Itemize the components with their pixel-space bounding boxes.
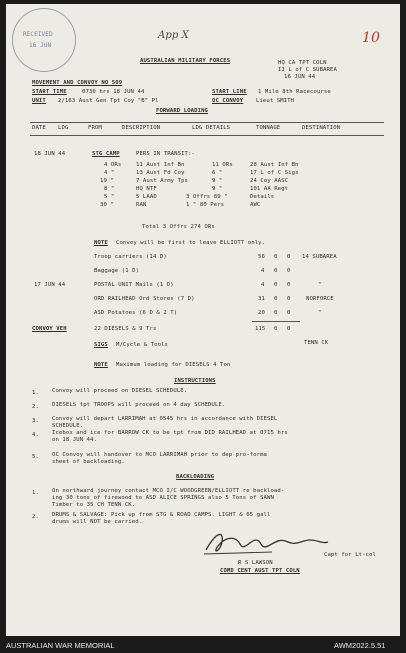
- load-tons: 4: [261, 268, 265, 274]
- page-number-handwritten: 10: [362, 30, 381, 46]
- table-rule-bottom: [30, 135, 384, 136]
- pers-unit: AWC: [250, 202, 261, 208]
- pers-unit: 7 Aust Army Tps: [136, 178, 189, 184]
- pers-unit: RAN: [136, 202, 147, 208]
- load-tons: 31: [258, 296, 265, 302]
- load-cwt: 0: [274, 326, 278, 332]
- load-destination: ": [318, 282, 322, 288]
- backloading-text-cont: ing 30 tons of firewood to ASD ALICE SPRINGS also 5 Tons of SAWN: [52, 495, 274, 501]
- sigs-label: SIGS: [94, 342, 108, 348]
- load-description: ORD RAILHEAD Ord Stores (7 D): [94, 296, 195, 302]
- stamp-date: 16 JUN: [29, 42, 52, 49]
- received-stamp: [12, 8, 76, 72]
- pers-count: 1 " 80 Pers: [186, 202, 225, 208]
- footer-accession: AWM2022.5.51: [334, 641, 386, 650]
- load-cwt: 0: [274, 268, 278, 274]
- load-qtr: 0: [287, 282, 291, 288]
- col-tonnage: TONNAGE: [256, 125, 281, 131]
- load-cwt: 0: [274, 296, 278, 302]
- instruction-text-cont: sheet of backloading.: [52, 459, 125, 465]
- doc-title: AUSTRALIAN MILITARY FORCES: [140, 58, 231, 64]
- load-cwt: 0: [274, 282, 278, 288]
- pers-count: 4 ": [104, 170, 115, 176]
- pers-count: 19 ": [100, 178, 114, 184]
- load-qtr: 0: [287, 296, 291, 302]
- col-ldg: LDG: [58, 125, 69, 131]
- table-rule-top: [30, 122, 384, 123]
- backloading-text-cont: Timber to 35 CH TENN CK.: [52, 502, 136, 508]
- load-tons: 20: [258, 310, 265, 316]
- load-cwt: 0: [274, 254, 278, 260]
- stamp-text: RECEIVED: [23, 31, 53, 38]
- instructions-heading: INSTRUCTIONS: [174, 378, 216, 384]
- load-tons: 4: [261, 282, 265, 288]
- instruction-text-cont: on 18 JUN 44.: [52, 437, 98, 443]
- convoy-veh-label: CONVOY VEH: [32, 326, 67, 332]
- backloading-number: 2.: [32, 514, 39, 520]
- signatory-title: COMD CENT AUST TPT COLN: [220, 568, 300, 574]
- col-ldg-details: LDG DETAILS: [192, 125, 231, 131]
- backloading-text: DRUMS & SALVAGE: Pick up from STG & ROAD CAMPS. LIGHT & 65 gall: [52, 512, 271, 518]
- note2-label: NOTE: [94, 362, 108, 368]
- instruction-text-cont: SCHEDULE.: [52, 423, 84, 429]
- col-date: DATE: [32, 125, 46, 131]
- pers-count: 5 ": [104, 194, 115, 200]
- col-from: FROM: [88, 125, 102, 131]
- signatory-name: R S LAWSON: [238, 560, 273, 566]
- section1-label: PERS IN TRANSIT:-: [136, 151, 195, 157]
- pers-unit: 101 AA Regt: [250, 186, 289, 192]
- pers-unit: 28 Aust Inf Bn: [250, 162, 299, 168]
- instruction-number: 1.: [32, 390, 39, 396]
- document-page: [6, 4, 400, 636]
- instruction-text: OC Convoy will handover to MCO LARRIMAH prior to dep pro-forma: [52, 452, 267, 458]
- pers-unit: 17 L of C Sigs: [250, 170, 299, 176]
- pers-count: 3 Offrs 89 ": [186, 194, 228, 200]
- col-destination: DESTINATION: [302, 125, 341, 131]
- start-time-label: START TIME: [32, 89, 67, 95]
- movement-number: MOVEMENT AND CONVOY NO 509: [32, 80, 123, 86]
- pers-count: 9 ": [212, 178, 223, 184]
- instruction-number: 5.: [32, 454, 39, 460]
- pers-count: 8 ": [104, 186, 115, 192]
- note1-label: NOTE: [94, 240, 108, 246]
- pers-unit: HQ NTF: [136, 186, 157, 192]
- address-date: 16 JUN 44: [284, 74, 316, 80]
- section2-date: 17 JUN 44: [34, 282, 66, 288]
- note1-text: Convoy will be first to leave ELLIOTT only.: [116, 240, 266, 246]
- load-qtr: 0: [287, 254, 291, 260]
- start-line-value: 1 Mile 8th Racecourse: [258, 89, 331, 95]
- pers-unit: Details: [250, 194, 275, 200]
- section1-date: 18 JUN 44: [34, 151, 66, 157]
- load-destination: NORFORCE: [306, 296, 334, 302]
- pers-count: 9 ": [212, 186, 223, 192]
- instruction-number: 3.: [32, 418, 39, 424]
- pers-count: 4 ORs: [104, 162, 122, 168]
- section1-from: STG CAMP: [92, 151, 120, 157]
- handwritten-app-note: App X: [158, 30, 189, 41]
- note2-text: Maximum loading for DIESELS 4 Ton: [116, 362, 231, 368]
- pers-unit: 24 Coy AASC: [250, 178, 289, 184]
- pers-unit: 13 Aust Fd Coy: [136, 170, 185, 176]
- backloading-heading: BACKLOADING: [176, 474, 215, 480]
- load-tons: 56: [258, 254, 265, 260]
- footer-institution: AUSTRALIAN WAR MEMORIAL: [6, 641, 115, 650]
- load-tons: 115: [255, 326, 266, 332]
- backloading-text: On northward journey contact MCO I/C WOODGREEN/ELLIOTT re backload-: [52, 488, 285, 494]
- load-description: Baggage (1 D): [94, 268, 140, 274]
- pers-unit: 5 LAAD: [136, 194, 157, 200]
- load-qtr: 0: [287, 268, 291, 274]
- signature-capt-line: Capt for Lt-col: [324, 552, 377, 558]
- col-description: DESCRIPTION: [122, 125, 161, 131]
- load-description: Troop carriers (14 D): [94, 254, 167, 260]
- sigs-text: M/Cycle & Tools: [116, 342, 169, 348]
- load-qtr: 0: [287, 326, 291, 332]
- address-line-2: II L of C SUBAREA: [278, 67, 337, 73]
- load-description: 22 DIESELS & 9 Trs: [94, 326, 157, 332]
- address-line-1: HQ CA TPT COLN: [278, 60, 327, 66]
- pers-count: 11 ORs: [212, 162, 233, 168]
- instruction-text: DIESELS tpt TROOPS will proceed on 4 day SCHEDULE.: [52, 402, 226, 408]
- forward-loading-heading: FORWARD LOADING: [156, 108, 209, 114]
- instruction-text: Convoy will proceed on DIESEL SCHEDULE.: [52, 388, 188, 394]
- sigs-destination: TENN CK: [304, 340, 329, 346]
- load-destination: 14 SUBAREA: [302, 254, 337, 260]
- start-line-label: START LINE: [212, 89, 247, 95]
- oc-convoy-value: Lieut SMITH: [256, 98, 295, 104]
- instruction-text: Convoy will depart LARRIMAH at 0545 hrs in accordance with DIESEL: [52, 416, 278, 422]
- pers-unit: 11 Aust Inf Bn: [136, 162, 185, 168]
- pers-count: 30 ": [100, 202, 114, 208]
- archive-footer: [0, 638, 406, 653]
- backloading-number: 1.: [32, 490, 39, 496]
- load-description: ASD Potatoes (6 D & 2 T): [94, 310, 178, 316]
- load-destination: ": [318, 310, 322, 316]
- load-cwt: 0: [274, 310, 278, 316]
- unit-value: 2/163 Aust Gen Tpt Coy "B" Pl: [58, 98, 159, 104]
- tonnage-total-rule: [252, 321, 300, 322]
- backloading-text-cont: drums will NOT be carried.: [52, 519, 143, 525]
- instruction-number: 2.: [32, 404, 39, 410]
- pers-total: Total 3 Offrs 274 ORs: [142, 224, 215, 230]
- oc-convoy-label: OC CONVOY: [212, 98, 244, 104]
- start-time-value: 0730 hrs 18 JUN 44: [82, 89, 145, 95]
- instruction-text: Icebox and ice for BARROW CK to be tpt from DID RAILHEAD at 0715 hrs: [52, 430, 288, 436]
- instruction-number: 4.: [32, 432, 39, 438]
- load-qtr: 0: [287, 310, 291, 316]
- unit-label: UNIT: [32, 98, 46, 104]
- load-description: POSTAL UNIT Mails (1 D): [94, 282, 174, 288]
- pers-count: 6 ": [212, 170, 223, 176]
